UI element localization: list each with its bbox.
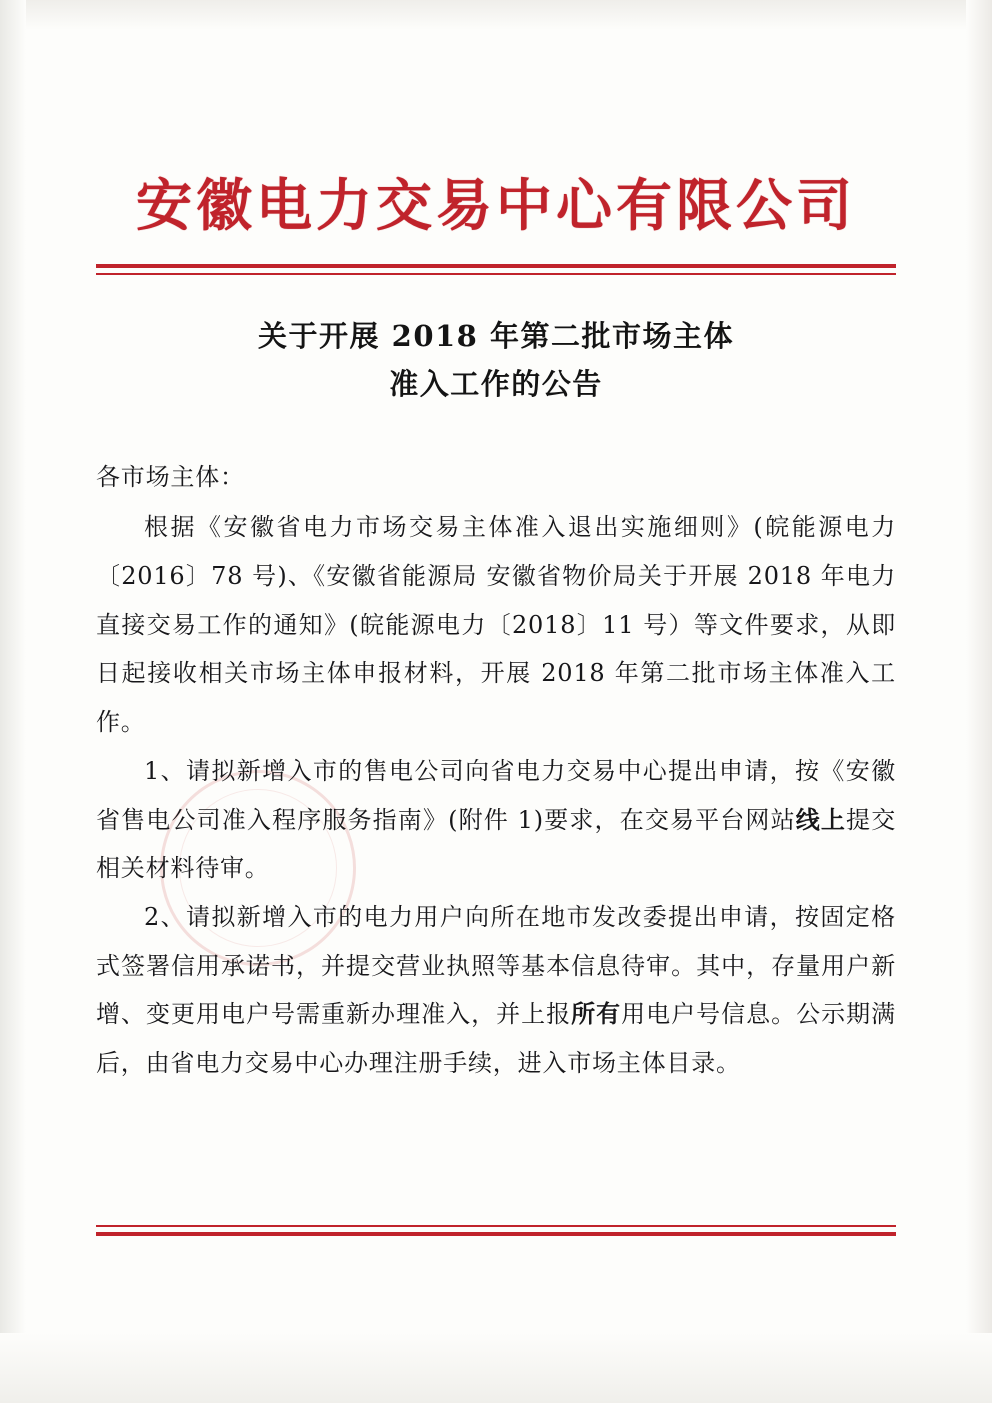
document-body — [96, 453, 896, 1088]
page-title-line-2: 准入工作的公告 — [389, 366, 603, 401]
emphasized-text: 线上 — [795, 804, 847, 834]
paragraph-intro: 根据《安徽省电力市场交易主体准入退出实施细则》(皖能源电力〔2016〕78 号)、《安徽省能源局 安徽省物价局关于开展 2018 年电力直接交易工作的通知》(皖能源电力〔2018〕11 号）等文件要求，从即日起接收相关市场主体申报材料，开展 2018 年第二批市场主体准入工作。 — [96, 513, 896, 737]
footer-rule-thick — [96, 1232, 896, 1236]
scan-edge-right — [966, 0, 992, 1403]
scan-edge-left — [0, 0, 26, 1403]
masthead — [96, 150, 896, 275]
organization-title: 安徽电力交易中心有限公司 — [136, 173, 856, 239]
masthead-rule-thick — [96, 264, 896, 268]
scan-edge-top — [0, 0, 992, 30]
page-title — [96, 313, 896, 409]
document-content — [96, 150, 896, 1088]
footer-rule-thin — [96, 1225, 896, 1227]
emphasized-text: 所有 — [571, 999, 622, 1029]
page-title-line-1: 关于开展 2018 年第二批市场主体 — [258, 318, 734, 353]
paragraph-item-1: 1、请拟新增入市的售电公司向省电力交易中心提出申请，按《安徽省售电公司准入程序服务指南》(附件 1)要求，在交易平台网站线上提交相关材料待审。 — [96, 756, 896, 883]
paragraph-item-2: 2、请拟新增入市的电力用户向所在地市发改委提出申请，按固定格式签署信用承诺书，并提交营业执照等基本信息待审。其中，存量用户新增、变更用电户号需重新办理准入，并上报所有用电户号信息。公示期满后，由省电力交易中心办理注册手续，进入市场主体目录。 — [96, 903, 896, 1078]
footer-rules — [96, 1225, 896, 1236]
salutation: 各市场主体： — [96, 462, 245, 491]
masthead-rule-thin — [96, 273, 896, 275]
scan-edge-bottom — [0, 1333, 992, 1403]
